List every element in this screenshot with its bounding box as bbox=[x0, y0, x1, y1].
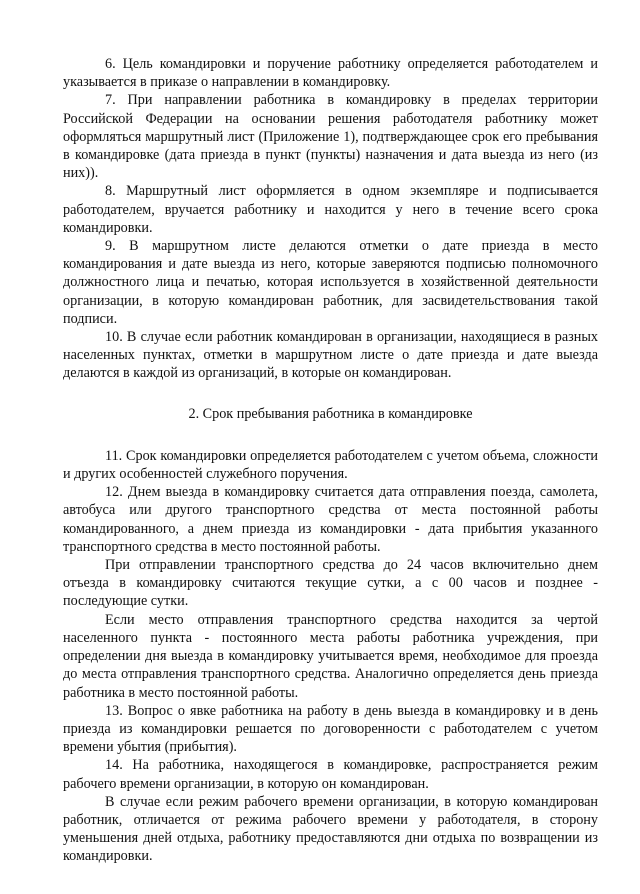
paragraph-11: 11. Срок командировки определяется работодателем с учетом объема, сложности и других особенностей служебного поручения. bbox=[63, 447, 598, 483]
paragraph-12: 12. Днем выезда в командировку считается дата отправления поезда, самолета, автобуса или другого транспортного средства от места постоянной работы командированного, а днем приезда из командировки - дата прибытия указанного транспортного средства в место постоянной работы. bbox=[63, 484, 598, 555]
paragraph-8: 8. Маршрутный лист оформляется в одном экземпляре и подписывается работодателем, вручается работнику и находится у него в течение всего срока командировки. bbox=[63, 183, 598, 236]
paragraph-9: 9. В маршрутном листе делаются отметки о дате приезда в место командирования и дате выезда из него, которые заверяются подписью полномочного должностного лица и печатью, которая используется в хозяйственной деятельности организации, в которую командирован работник, для засвидетельствования такой подписи. bbox=[63, 238, 598, 327]
paragraph-12-departure-time: При отправлении транспортного средства до 24 часов включительно днем отъезда в командировку считаются текущие сутки, а с 00 часов и позднее - последующие сутки. bbox=[63, 557, 598, 610]
section-heading: 2. Срок пребывания работника в командировке bbox=[188, 405, 473, 422]
paragraph-7: 7. При направлении работника в командировку в пределах территории Российской Федерации на основании решения работодателя работнику может оформляться маршрутный лист (Приложение 1), подтверждающее срок его пребывания в командировке (дата приезда в пункт (пункты) назначения и дата выезда из него (из них)). bbox=[63, 92, 598, 182]
paragraph-12-outside-settlement: Если место отправления транспортного средства находится за чертой населенного пункта - постоянного места работы работника учреждения, при определении дня выезда в командировку учитывается время, необходимое для проезда до места отправления транспортного средства. Аналогично определяется день приезда работника в место постоянной работы. bbox=[63, 611, 598, 701]
paragraph-10: 10. В случае если работник командирован в организации, находящиеся в разных населенных пунктах, отметки в маршрутном листе о дате приезда и дате выезда делаются в каждой из организаций, в которые он командирован. bbox=[63, 329, 598, 382]
paragraph-14: 14. На работника, находящегося в командировке, распространяется режим рабочего времени организации, в которую он командирован. bbox=[63, 757, 598, 792]
paragraph-13: 13. Вопрос о явке работника на работу в день выезда в командировку и в день приезда из командировки решается по договоренности с работодателем с учетом времени убытия (прибытия). bbox=[63, 702, 598, 756]
paragraph-14-rest-days: В случае если режим рабочего времени организации, в которую командирован работник, отличается от режима рабочего времени у работодателя, в сторону уменьшения дней отдыха, работнику предоставляются дни отдыха по возвращении из командировки. bbox=[63, 793, 598, 865]
paragraph-6: 6. Цель командировки и поручение работнику определяется работодателем и указывается в приказе о направлении в командировку. bbox=[63, 56, 598, 91]
